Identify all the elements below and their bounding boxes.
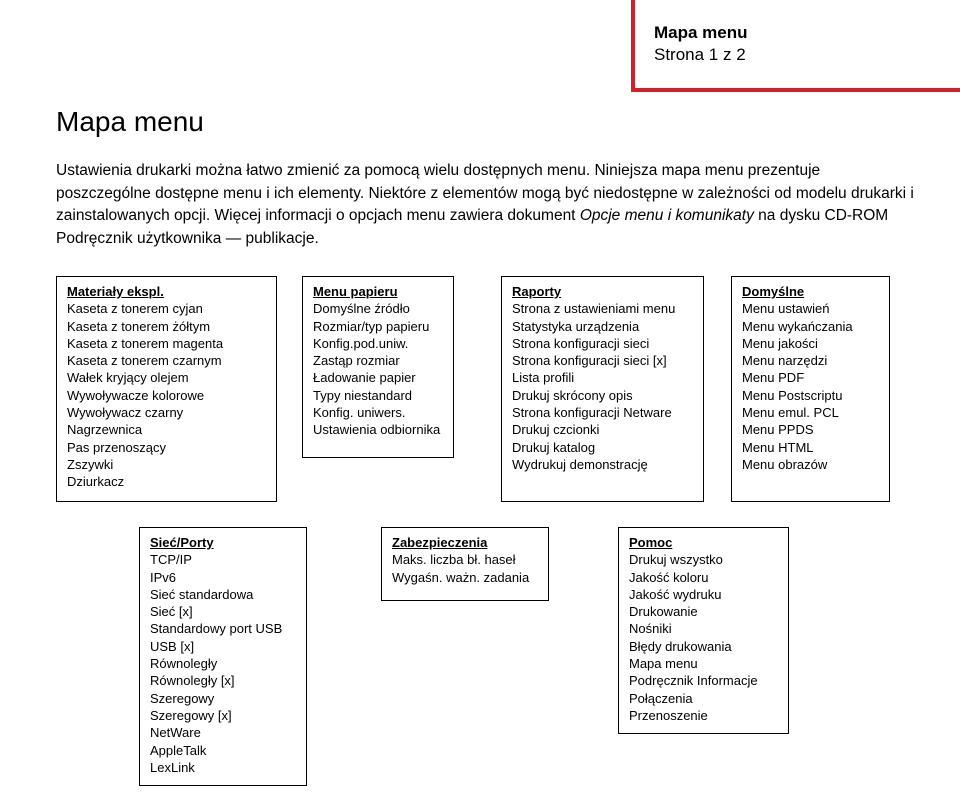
menu-item: USB [x] (150, 638, 195, 654)
intro-paragraph (56, 160, 916, 250)
menu-item: Statystyka urządzenia (512, 318, 640, 334)
menu-item: TCP/IP (150, 552, 192, 568)
menu-item: Sieć [x] (150, 604, 193, 620)
menu-item: Zastąp rozmiar (313, 353, 400, 369)
menu-item: Kaseta z tonerem żółtym (67, 318, 211, 334)
menu-item: NetWare (150, 725, 201, 741)
menu-item-list (313, 300, 445, 438)
menu-item: Jakość wydruku (629, 586, 722, 602)
menu-item: Konfig. uniwers. (313, 405, 406, 421)
menu-item: Szeregowy [x] (150, 707, 232, 723)
menu-item: Błędy drukowania (629, 638, 732, 654)
menu-item: Dziurkacz (67, 474, 125, 490)
menu-item: Menu jakości (742, 335, 818, 351)
header-title: Mapa menu (654, 23, 748, 42)
menu-item: Kaseta z tonerem cyjan (67, 301, 203, 317)
menu-box-title: Menu papieru (313, 284, 398, 299)
menu-item: Nośniki (629, 621, 672, 637)
menu-item: Drukowanie (629, 604, 698, 620)
menu-item: Strona konfiguracji sieci (512, 335, 650, 351)
menu-item: Typy niestandard (313, 387, 413, 403)
menu-item: Kaseta z tonerem magenta (67, 335, 224, 351)
menu-item: Wygaśn. ważn. zadania (392, 569, 530, 585)
menu-item-list (67, 300, 268, 490)
menu-item: Wałek kryjący olejem (67, 370, 189, 386)
menu-box-raporty (501, 276, 704, 502)
menu-item: Menu HTML (742, 439, 814, 455)
menu-box-title: Domyślne (742, 284, 805, 299)
menu-item: Ładowanie papier (313, 370, 416, 386)
menu-box-papieru (302, 276, 454, 458)
menu-item: Menu PDF (742, 370, 805, 386)
menu-box-title: Zabezpieczenia (392, 535, 488, 550)
menu-box-siec-porty (139, 527, 307, 786)
menu-item: Drukuj czcionki (512, 422, 600, 438)
menu-box-title: Pomoc (629, 535, 673, 550)
menu-item: Menu PPDS (742, 422, 814, 438)
menu-item: Wywoływacze kolorowe (67, 387, 205, 403)
menu-item: Menu emul. PCL (742, 405, 839, 421)
intro-text-part1: Ustawienia drukarki można łatwo zmienić za pomocą wielu dostępnych menu. Niniejsza mapa menu prezentuje poszczególne dostępne menu i ich elementy. Niektóre z elementów mogą być niedostępne w zależności od modelu drukarki i zainstalowanych opcji. Więcej informacji o opcjach menu zawiera dokument (56, 162, 914, 224)
menu-item-list (512, 300, 695, 473)
menu-item: Konfig.pod.uniw. (313, 335, 409, 351)
menu-item-list (150, 551, 298, 776)
menu-item: Maks. liczba bł. haseł (392, 552, 516, 568)
menu-item: LexLink (150, 759, 195, 775)
menu-item: Ustawienia odbiornika (313, 422, 441, 438)
menu-box-zabezpieczenia (381, 527, 549, 601)
menu-item: Lista profili (512, 370, 575, 386)
menu-item: Menu obrazów (742, 456, 828, 472)
page-title: Mapa menu (56, 106, 204, 137)
menu-item: Drukuj wszystko (629, 552, 723, 568)
menu-item: AppleTalk (150, 742, 207, 758)
menu-item: Pas przenoszący (67, 439, 166, 455)
menu-item: Domyślne źródło (313, 301, 410, 317)
menu-item: Strona konfiguracji Netware (512, 405, 672, 421)
menu-item-list (629, 551, 780, 724)
menu-item: Standardowy port USB (150, 621, 283, 637)
menu-item-list (392, 551, 540, 586)
menu-item: Kaseta z tonerem czarnym (67, 353, 222, 369)
menu-item: IPv6 (150, 569, 177, 585)
menu-item: Drukuj skrócony opis (512, 387, 633, 403)
menu-box-title: Sieć/Porty (150, 535, 214, 550)
menu-box-pomoc (618, 527, 789, 734)
header-accent-rule-horizontal (631, 88, 960, 92)
menu-item: Menu ustawień (742, 301, 830, 317)
menu-item: Rozmiar/typ papieru (313, 318, 430, 334)
menu-item: Drukuj katalog (512, 439, 596, 455)
intro-text-part2: na dysku CD-ROM Podręcznik użytkownika — publikacje. (56, 207, 889, 247)
menu-item: Wywoływacz czarny (67, 405, 184, 421)
menu-box-title: Materiały ekspl. (67, 284, 164, 299)
menu-item: Nagrzewnica (67, 422, 143, 438)
menu-item: Strona konfiguracji sieci [x] (512, 353, 667, 369)
page-indicator: Strona 1 z 2 (654, 45, 746, 64)
menu-item: Mapa menu (629, 656, 698, 672)
menu-item: Menu narzędzi (742, 353, 828, 369)
menu-item: Strona z ustawieniami menu (512, 301, 676, 317)
menu-item: Wydrukuj demonstrację (512, 456, 648, 472)
menu-box-title: Raporty (512, 284, 562, 299)
menu-item: Równoległy [x] (150, 673, 235, 689)
menu-item: Równoległy (150, 656, 218, 672)
menu-box-domyslne (731, 276, 890, 502)
menu-item: Połączenia (629, 690, 693, 706)
menu-box-materialy (56, 276, 277, 502)
menu-item: Przenoszenie (629, 707, 708, 723)
menu-item: Szeregowy (150, 690, 215, 706)
intro-emphasis: Opcje menu i komunikaty (579, 207, 754, 224)
menu-item: Zszywki (67, 456, 114, 472)
menu-item-list (742, 300, 881, 473)
menu-item: Podręcznik Informacje (629, 673, 758, 689)
menu-item: Menu Postscriptu (742, 387, 843, 403)
menu-item: Sieć standardowa (150, 586, 254, 602)
menu-item: Menu wykańczania (742, 318, 853, 334)
menu-item: Jakość koloru (629, 569, 709, 585)
header-accent-rule-vertical (631, 0, 635, 92)
